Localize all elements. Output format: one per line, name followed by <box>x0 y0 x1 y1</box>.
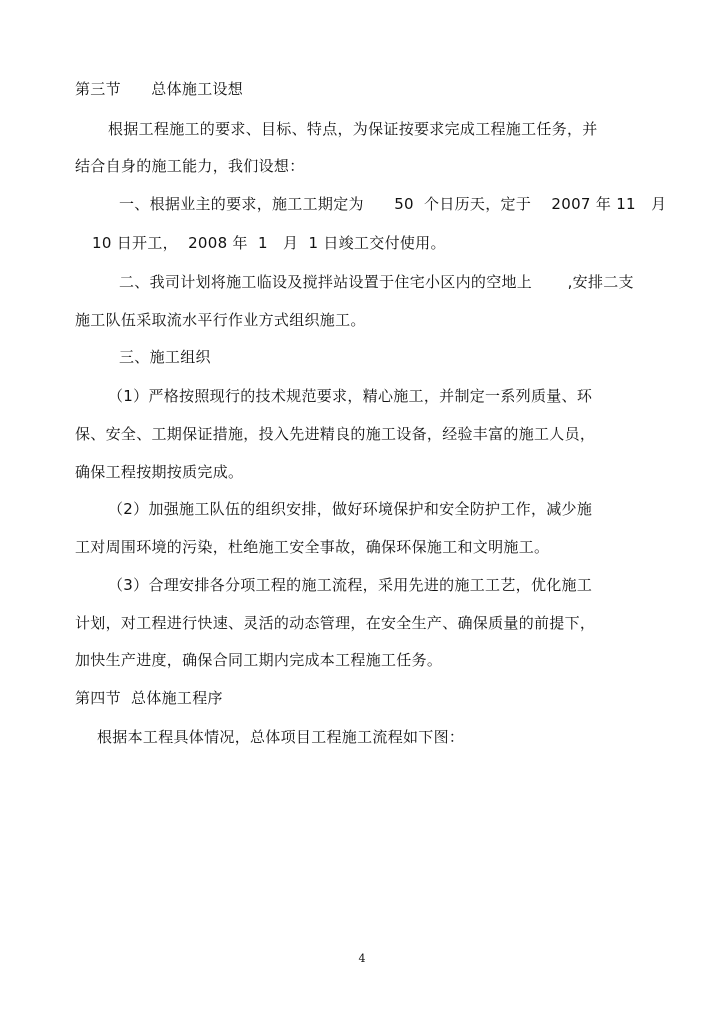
section-4-intro: 根据本工程具体情况，总体项目工程施工流程如下图： <box>97 728 465 746</box>
org-1-line-2: 保、安全、工期保证措施，投入先进精良的施工设备，经验丰富的施工人员， <box>75 425 596 443</box>
item-3-heading: 三、施工组织 <box>119 348 211 366</box>
item-2-line-1: 二、我司计划将施工临设及搅拌站设置于住宅小区内的空地上 ,安排二支 <box>119 273 634 291</box>
item-1-line-2: 10 日开工， 2008 年 1 月 1 日竣工交付使用。 <box>92 234 446 252</box>
org-3-line-3: 加快生产进度，确保合同工期内完成本工程施工任务。 <box>75 651 443 669</box>
item-2-line-2: 施工队伍采取流水平行作业方式组织施工。 <box>75 311 366 329</box>
org-2-line-2: 工对周围环境的污染，杜绝施工安全事故，确保环保施工和文明施工。 <box>75 538 550 556</box>
item-1-line-1: 一、根据业主的要求，施工工期定为 50 个日历天，定于 2007 年 11 月 <box>119 195 667 213</box>
org-2-line-1: （2）加强施工队伍的组织安排，做好环境保护和安全防护工作，减少施 <box>108 500 593 518</box>
org-3-line-2: 计划，对工程进行快速、灵活的动态管理，在安全生产、确保质量的前提下， <box>75 614 596 632</box>
section-3-heading: 第三节 总体施工设想 <box>75 80 244 98</box>
section-4-heading: 第四节 总体施工程序 <box>75 689 223 707</box>
page-number: 4 <box>358 952 366 965</box>
section-3-intro-line-1: 根据工程施工的要求、目标、特点，为保证按要求完成工程施工任务，并 <box>108 120 598 138</box>
org-1-line-1: （1）严格按照现行的技术规范要求，精心施工，并制定一系列质量、环 <box>108 387 593 405</box>
org-3-line-1: （3）合理安排各分项工程的施工流程，采用先进的施工工艺，优化施工 <box>108 576 593 594</box>
section-3-intro-line-2: 结合自身的施工能力，我们设想： <box>75 157 305 175</box>
org-1-line-3: 确保工程按期按质完成。 <box>75 463 244 481</box>
